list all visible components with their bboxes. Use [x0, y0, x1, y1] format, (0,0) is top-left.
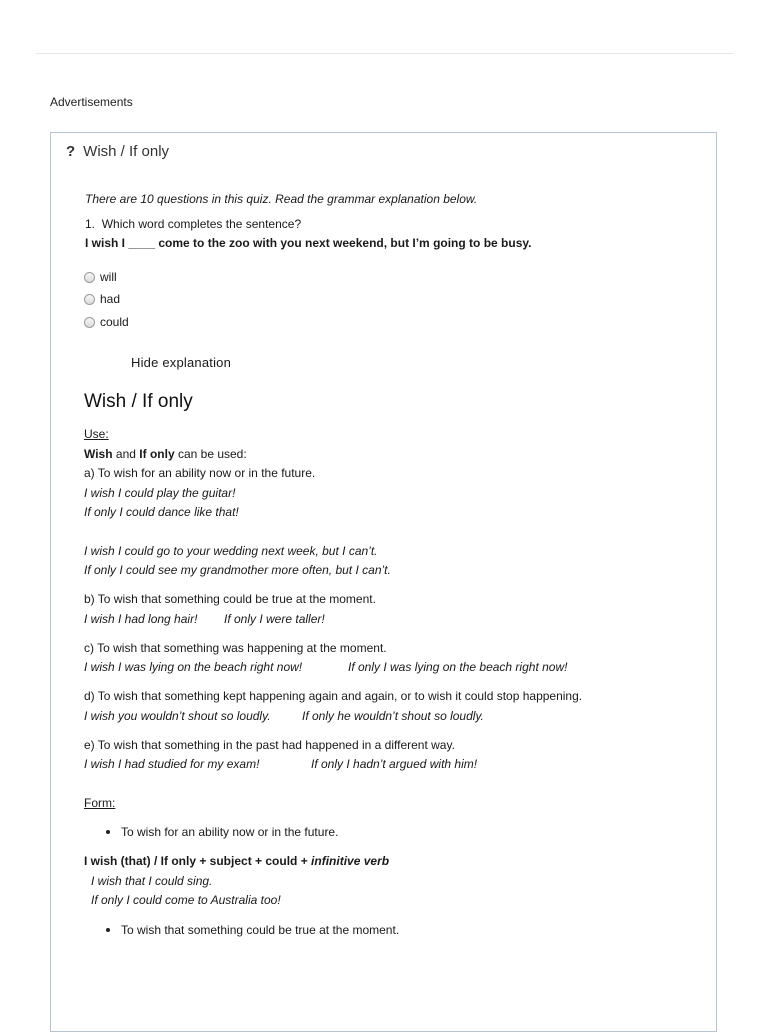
bullet-text: To wish that something could be true at the moment. [121, 923, 400, 937]
form-bullet [106, 825, 338, 839]
use-d-text: d) To wish that something kept happening again and again, or to wish it could stop happening. [84, 689, 583, 703]
bullet-text: To wish for an ability now or in the future. [121, 825, 339, 839]
formula-main: I wish (that) / If only + subject + could + [84, 854, 312, 868]
quiz-intro: There are 10 questions in this quiz. Read the grammar explanation below. [85, 192, 478, 206]
quiz-header [66, 143, 169, 160]
example-text: I wish that I could sing. [91, 874, 213, 888]
example-text: If only he wouldn’t shout so loudly. [302, 709, 484, 723]
use-c-text: c) To wish that something was happening at the moment. [84, 641, 387, 655]
use-intro [84, 447, 247, 461]
option-label[interactable]: had [100, 292, 121, 306]
question-mark-icon: ? [66, 143, 76, 160]
use-a-text: a) To wish for an ability now or in the future. [84, 466, 316, 480]
use-heading: Use: [84, 427, 109, 441]
question-prompt [85, 217, 301, 231]
example-text: If only I were taller! [224, 612, 325, 626]
form-formula [84, 854, 389, 868]
answer-option[interactable] [84, 315, 129, 329]
advertisements-label: Advertisements [50, 95, 133, 109]
radio-button[interactable] [84, 317, 95, 328]
answer-option[interactable] [84, 270, 117, 284]
use-intro-rest: can be used: [177, 447, 247, 461]
example-text: I wish I was lying on the beach right now! [84, 660, 303, 674]
quiz-title: Wish / If only [83, 143, 170, 160]
question-prompt-text: Which word completes the sentence? [101, 217, 302, 231]
hide-explanation-link[interactable]: Hide explanation [131, 355, 232, 370]
answer-option[interactable] [84, 292, 120, 306]
example-text: I wish you wouldn’t shout so loudly. [84, 709, 271, 723]
example-text: I wish I had studied for my exam! [84, 757, 260, 771]
example-text: If only I was lying on the beach right now! [348, 660, 568, 674]
question-number: 1. [85, 217, 96, 231]
example-text: I wish I had long hair! [84, 612, 198, 626]
form-bullet [106, 923, 399, 937]
option-label[interactable]: could [100, 315, 129, 329]
if-only-term: If only [139, 447, 175, 461]
wish-term: Wish [84, 447, 113, 461]
quiz-container [50, 132, 717, 1032]
example-text: If only I could come to Australia too! [91, 893, 281, 907]
form-heading: Form: [84, 796, 116, 810]
and-word: and [115, 447, 136, 461]
use-e-text: e) To wish that something in the past had happened in a different way. [84, 738, 455, 752]
example-text: I wish I could go to your wedding next week, but I can’t. [84, 544, 378, 558]
top-divider [36, 53, 733, 54]
option-label[interactable]: will [100, 270, 117, 284]
bullet-dot [106, 928, 110, 932]
example-text: If only I hadn’t argued with him! [311, 757, 478, 771]
bullet-dot [106, 830, 110, 834]
question-sentence: I wish I ____ come to the zoo with you next weekend, but I’m going to be busy. [85, 236, 532, 250]
example-text: If only I could see my grandmother more often, but I can’t. [84, 563, 391, 577]
example-text: I wish I could play the guitar! [84, 486, 236, 500]
example-text: If only I could dance like that! [84, 505, 239, 519]
use-b-text: b) To wish that something could be true at the moment. [84, 592, 376, 606]
formula-italic: infinitive verb [311, 854, 390, 868]
explanation-title: Wish / If only [84, 391, 193, 412]
radio-button[interactable] [84, 294, 95, 305]
radio-button[interactable] [84, 272, 95, 283]
